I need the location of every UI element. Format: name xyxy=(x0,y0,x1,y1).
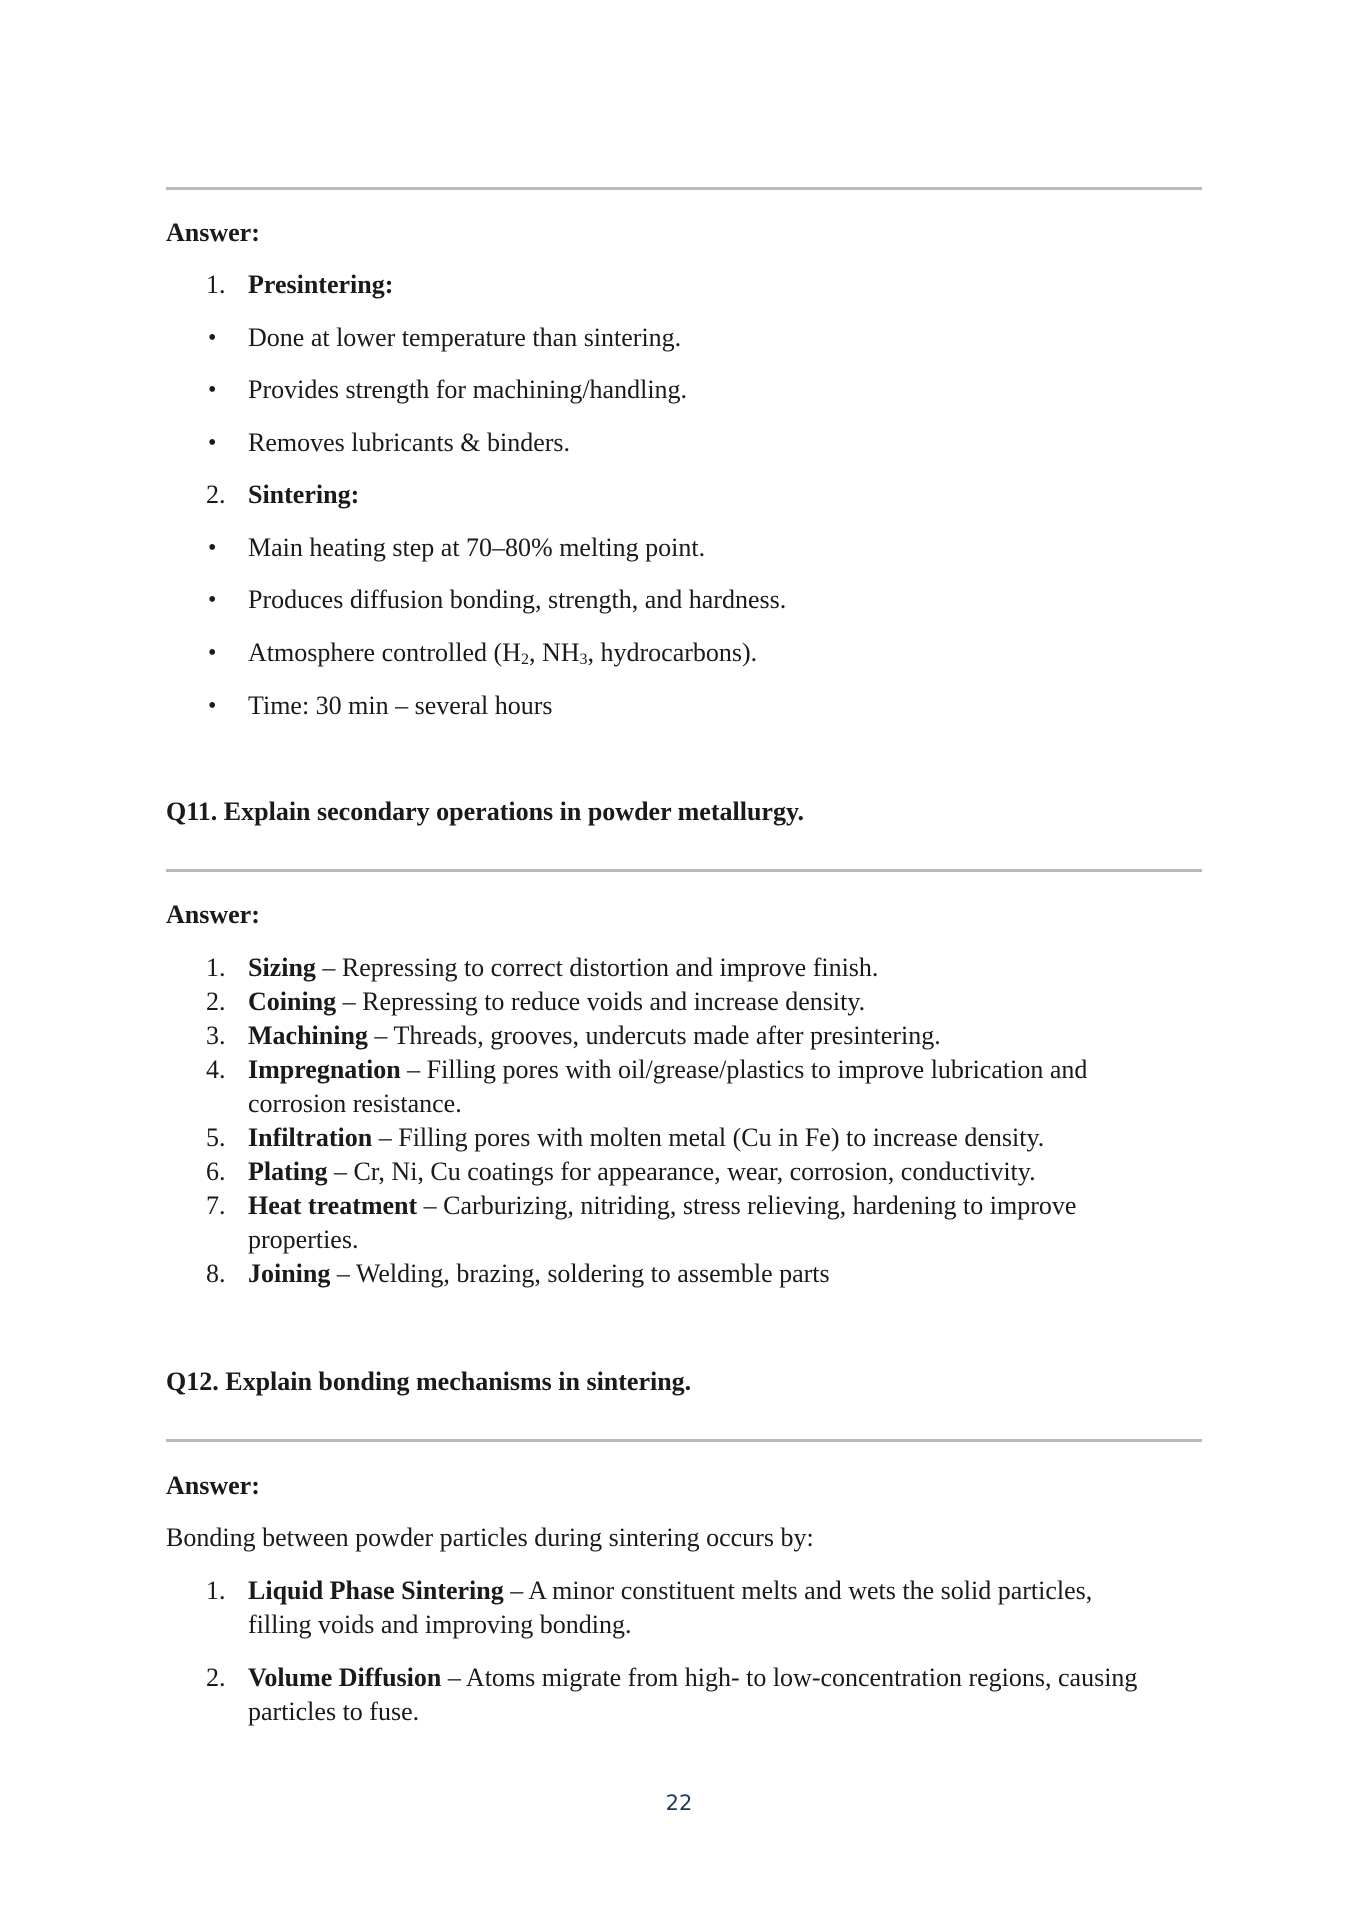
horizontal-rule xyxy=(166,1439,1202,1442)
question-q11: Q11. Explain secondary operations in powder metallurgy. xyxy=(166,797,805,826)
list-number: 2. xyxy=(206,987,226,1016)
list-number: 3. xyxy=(206,1021,226,1050)
intro-paragraph: Bonding between powder particles during sintering occurs by: xyxy=(166,1523,814,1552)
bullet-icon: • xyxy=(208,693,217,719)
list-item: Removes lubricants & binders. xyxy=(248,428,571,457)
list-number: 2. xyxy=(206,480,226,509)
list-item: Joining – Welding, brazing, soldering to assemble parts xyxy=(248,1259,830,1288)
list-item: Liquid Phase Sintering – A minor constituent melts and wets the solid particles, xyxy=(248,1576,1093,1605)
list-item: Volume Diffusion – Atoms migrate from high- to low-concentration regions, causing xyxy=(248,1663,1138,1692)
answer-label: Answer: xyxy=(166,900,260,929)
list-item: Impregnation – Filling pores with oil/grease/plastics to improve lubrication and xyxy=(248,1055,1088,1084)
bullet-icon: • xyxy=(208,377,217,403)
bullet-icon: • xyxy=(208,325,217,351)
list-number: 1. xyxy=(206,270,226,299)
bullet-icon: • xyxy=(208,535,217,561)
list-item-continuation: particles to fuse. xyxy=(248,1697,420,1726)
list-number: 1. xyxy=(206,953,226,982)
list-item: Plating – Cr, Ni, Cu coatings for appearance, wear, corrosion, conductivity. xyxy=(248,1157,1036,1186)
list-item: Provides strength for machining/handling. xyxy=(248,375,688,404)
list-item: Sizing – Repressing to correct distortion and improve finish. xyxy=(248,953,879,982)
presintering-heading: Presintering: xyxy=(248,270,394,299)
list-item: Done at lower temperature than sintering. xyxy=(248,323,682,352)
list-item-continuation: filling voids and improving bonding. xyxy=(248,1610,632,1639)
list-item: Time: 30 min – several hours xyxy=(248,691,553,720)
list-number: 8. xyxy=(206,1259,226,1288)
list-item-continuation: corrosion resistance. xyxy=(248,1089,462,1118)
answer-label: Answer: xyxy=(166,1471,260,1500)
list-item: Infiltration – Filling pores with molten metal (Cu in Fe) to increase density. xyxy=(248,1123,1045,1152)
horizontal-rule xyxy=(166,869,1202,872)
list-item: Produces diffusion bonding, strength, and hardness. xyxy=(248,585,787,614)
list-item: Heat treatment – Carburizing, nitriding, stress relieving, hardening to improve xyxy=(248,1191,1077,1220)
list-item: Coining – Repressing to reduce voids and increase density. xyxy=(248,987,866,1016)
list-number: 6. xyxy=(206,1157,226,1186)
question-q12: Q12. Explain bonding mechanisms in sintering. xyxy=(166,1367,692,1396)
bullet-icon: • xyxy=(208,587,217,613)
page-number: 22 xyxy=(665,1791,693,1815)
list-item-continuation: properties. xyxy=(248,1225,359,1254)
answer-label: Answer: xyxy=(166,218,260,247)
list-number: 2. xyxy=(206,1663,226,1692)
sintering-heading: Sintering: xyxy=(248,480,360,509)
horizontal-rule xyxy=(166,187,1202,190)
list-number: 7. xyxy=(206,1191,226,1220)
list-number: 4. xyxy=(206,1055,226,1084)
atmosphere-item: Atmosphere controlled ($H_2$, $NH_3$, hydrocarbons). xyxy=(248,638,758,668)
list-number: 1. xyxy=(206,1576,226,1605)
bullet-icon: • xyxy=(208,430,217,456)
list-item: Machining – Threads, grooves, undercuts made after presintering. xyxy=(248,1021,941,1050)
bullet-icon: • xyxy=(208,640,217,666)
list-item: Main heating step at 70–80% melting point. xyxy=(248,533,706,562)
list-number: 5. xyxy=(206,1123,226,1152)
